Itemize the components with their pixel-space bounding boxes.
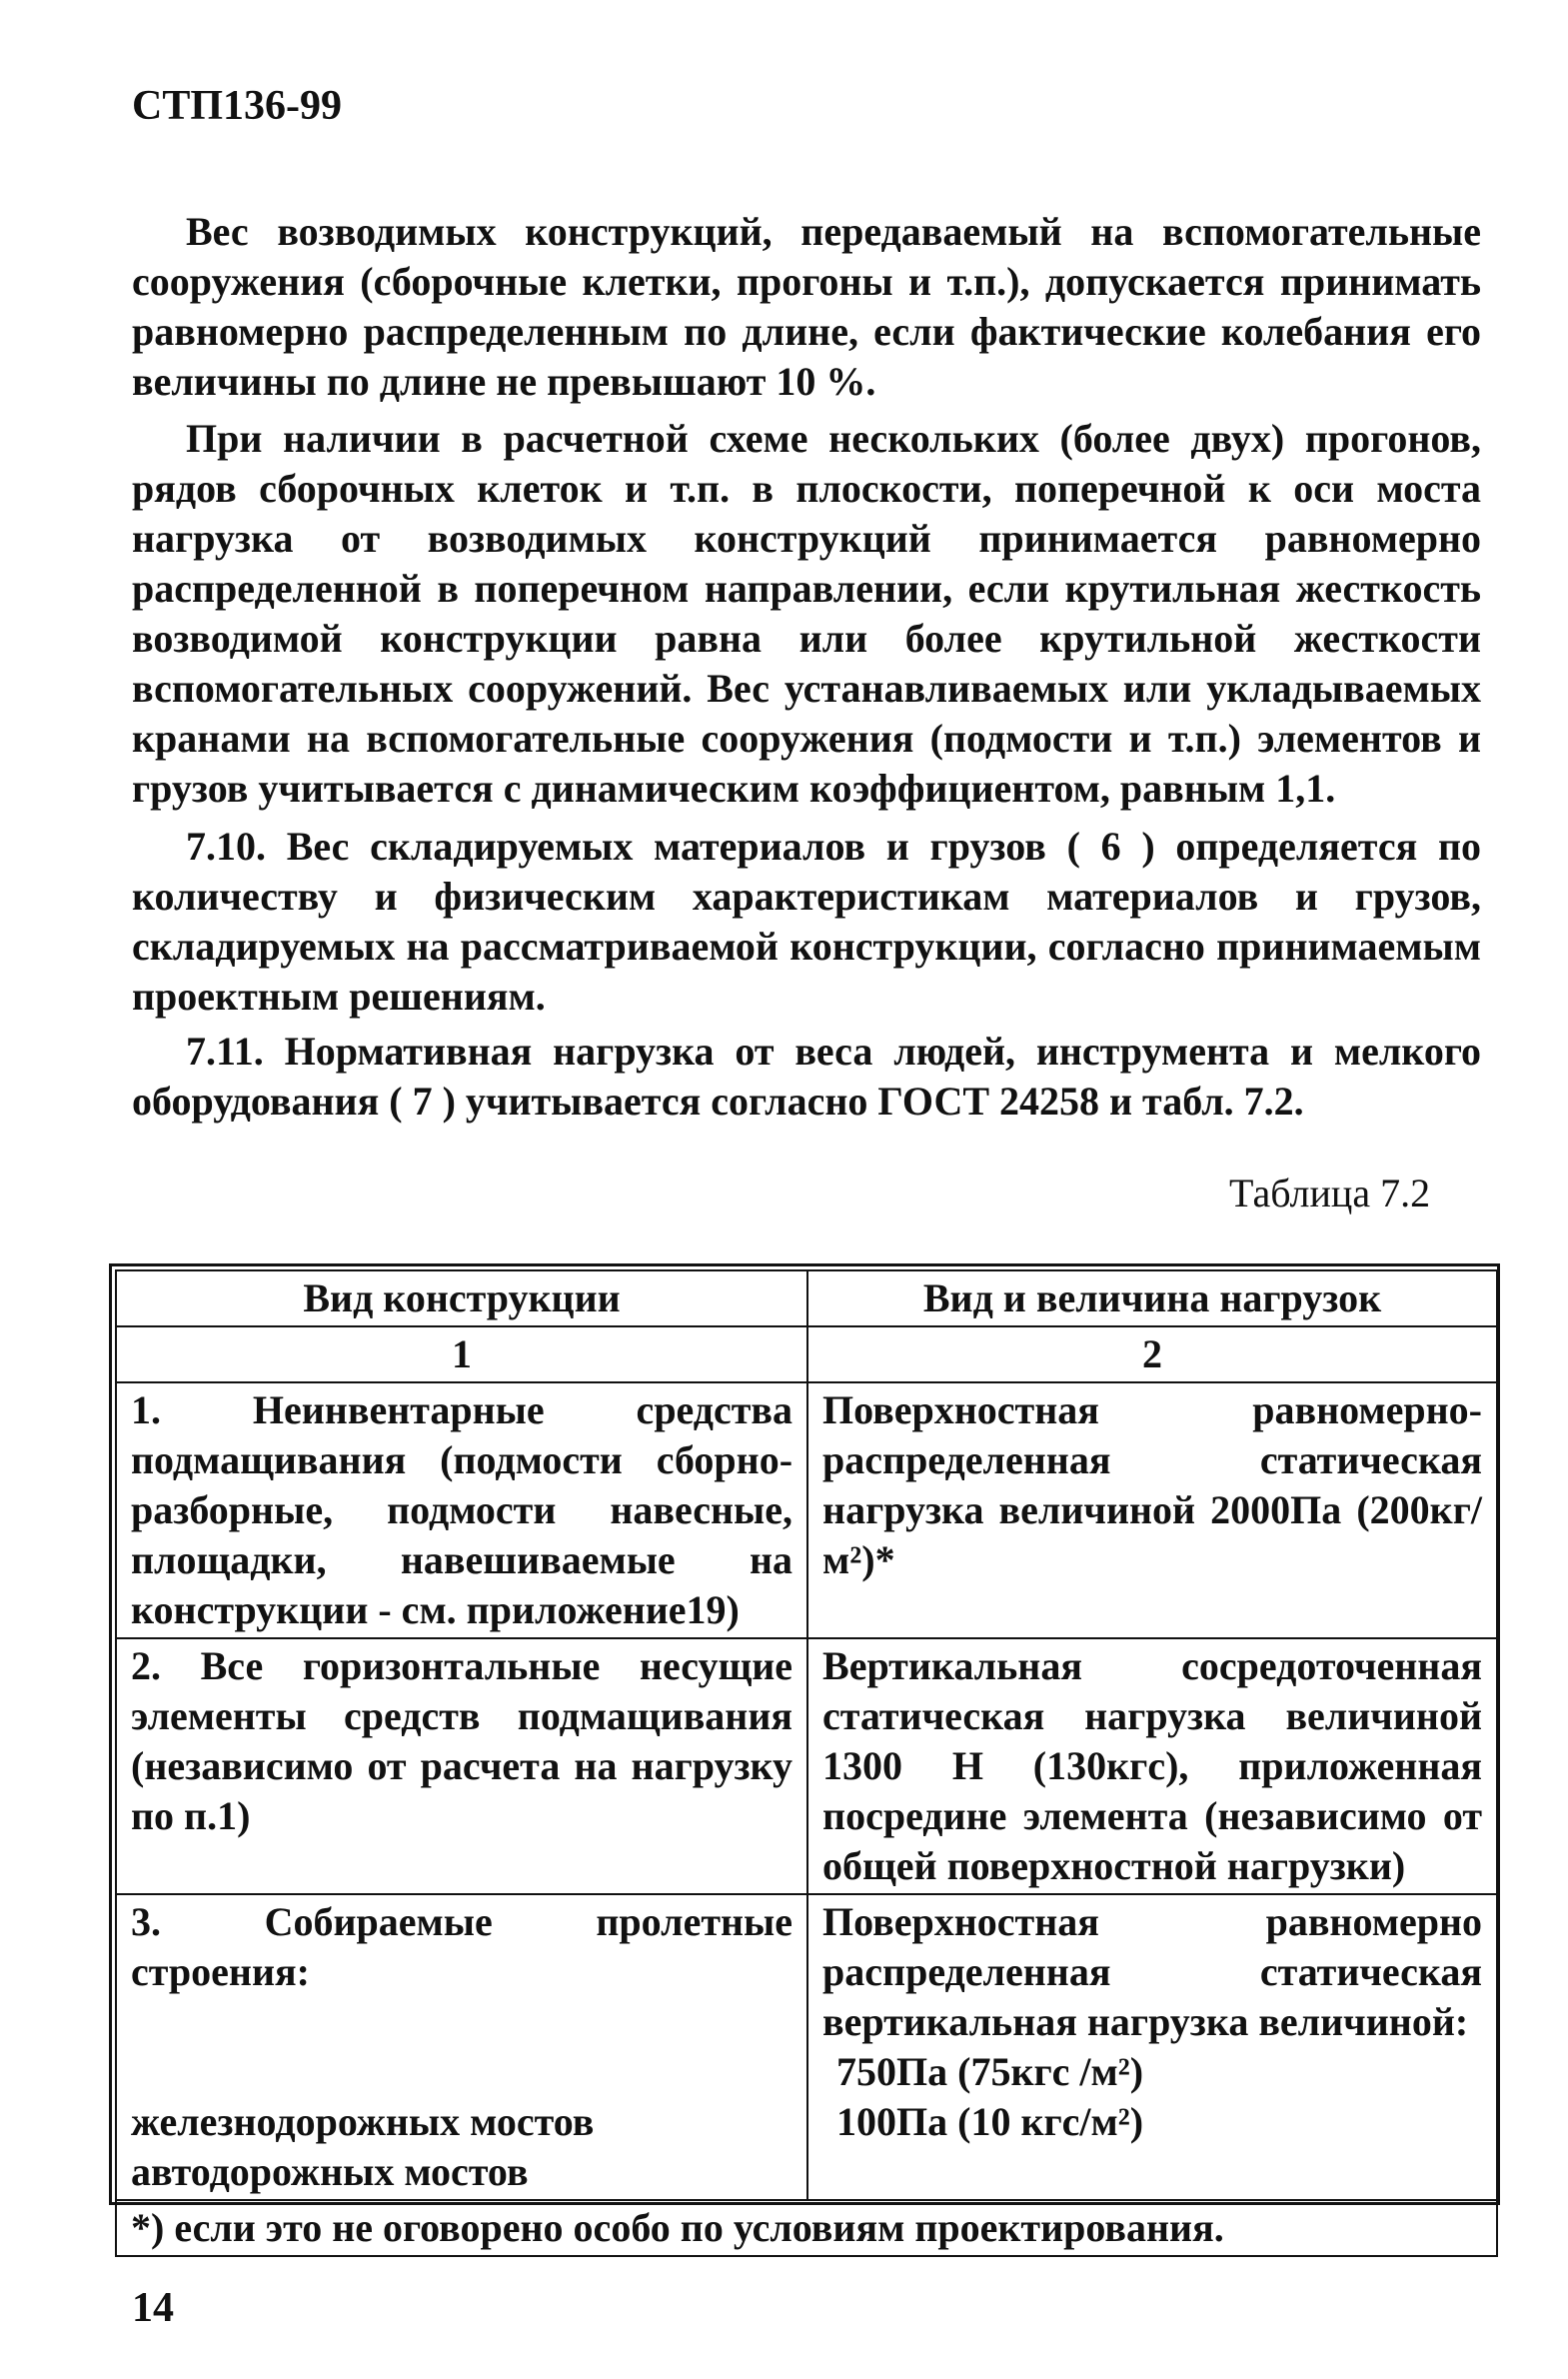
header-load-type: Вид и величина нагрузок [807, 1270, 1497, 1326]
cell-load: Вертикальная сосредоточенная статическая нагрузка величиной 1300 Н (130кгс), приложенная посредине элемента (независимо от общей поверхностной нагрузки) [807, 1638, 1497, 1894]
column-number-1: 1 [116, 1326, 807, 1382]
table-footnote: *) если это не оговорено особо по условиям проектирования. [116, 2200, 1497, 2256]
cell-construction: 2. Все горизонтальные несущие элементы средств подмащивания (независимо от расчета на нагрузку по п.1) [116, 1638, 807, 1894]
document-code: СТП136-99 [132, 83, 342, 129]
table-caption: Таблица 7.2 [1229, 1171, 1431, 1215]
paragraph-purlins-load: При наличии в расчетной схеме нескольких (более двух) прогонов, рядов сборочных клеток и т.п. в плоскости, поперечной к оси моста нагрузка от возводимых конструкций принимается равномерно распределенной в поперечном направлении, если крутильная жесткость возводимой конструкции равна или более крутильной жесткости вспомогательных сооружений. Вес устанавливаемых или укладываемых кранами на вспомогательные сооружения (подмости и т.п.) элементов и грузов учитывается с динамическим коэффициентом, равным 1,1. [132, 416, 1481, 811]
road-bridges-value: 100Па (10 кгс/м²) [836, 2099, 1144, 2144]
cell-construction: 1. Неинвентарные средства подмащивания (подмости сборно-разборные, подмости навесные, площадки, навешиваемые на конструкции - см. приложение19) [116, 1382, 807, 1638]
cell-construction [116, 1894, 807, 2200]
table-footnote-row [116, 2200, 1497, 2256]
cell-spacer [131, 1997, 792, 2097]
paragraph-7-11: 7.11. Нормативная нагрузка от веса людей, инструмента и мелкого оборудования ( 7 ) учитывается согласно ГОСТ 24258 и табл. 7.2. [132, 1029, 1481, 1124]
table-row [116, 1894, 1497, 2200]
paragraph-7-10: 7.10. Вес складируемых материалов и грузов ( 6 ) определяется по количеству и физическим характеристикам материалов и грузов, складируемых на рассматриваемой конструкции, согласно принимаемым проектным решениям. [132, 824, 1481, 1019]
loads-table [115, 1269, 1498, 2257]
page-number: 14 [132, 2285, 174, 2331]
table-header-row [116, 1270, 1497, 1326]
paragraph-construction-weight: Вес возводимых конструкций, передаваемый на вспомогательные сооружения (сборочные клетки, прогоны и т.п.), допускается принимать равномерно распределенным по длине, если фактические колебания его величины по длине не превышают 10 %. [132, 209, 1481, 404]
table-row [116, 1638, 1497, 1894]
span-load-description: Поверхностная равномерно распределенная статическая вертикальная нагрузка величиной: [822, 1899, 1482, 2044]
span-construction-heading: 3. Собираемые пролетные строения: [131, 1899, 793, 1994]
column-number-2: 2 [807, 1326, 1497, 1382]
cell-load: Поверхностная равномерно-распределенная статическая нагрузка величиной 2000Па (200кг/м²)* [807, 1382, 1497, 1638]
cell-load [807, 1894, 1497, 2200]
railway-bridges-value: 750Па (75кгс /м²) [836, 2049, 1144, 2094]
road-bridges-label: автодорожных мостов [131, 2149, 529, 2194]
table-row [116, 1382, 1497, 1638]
header-construction-type: Вид конструкции [116, 1270, 807, 1326]
railway-bridges-label: железнодорожных мостов [131, 2099, 595, 2144]
table-column-number-row [116, 1326, 1497, 1382]
